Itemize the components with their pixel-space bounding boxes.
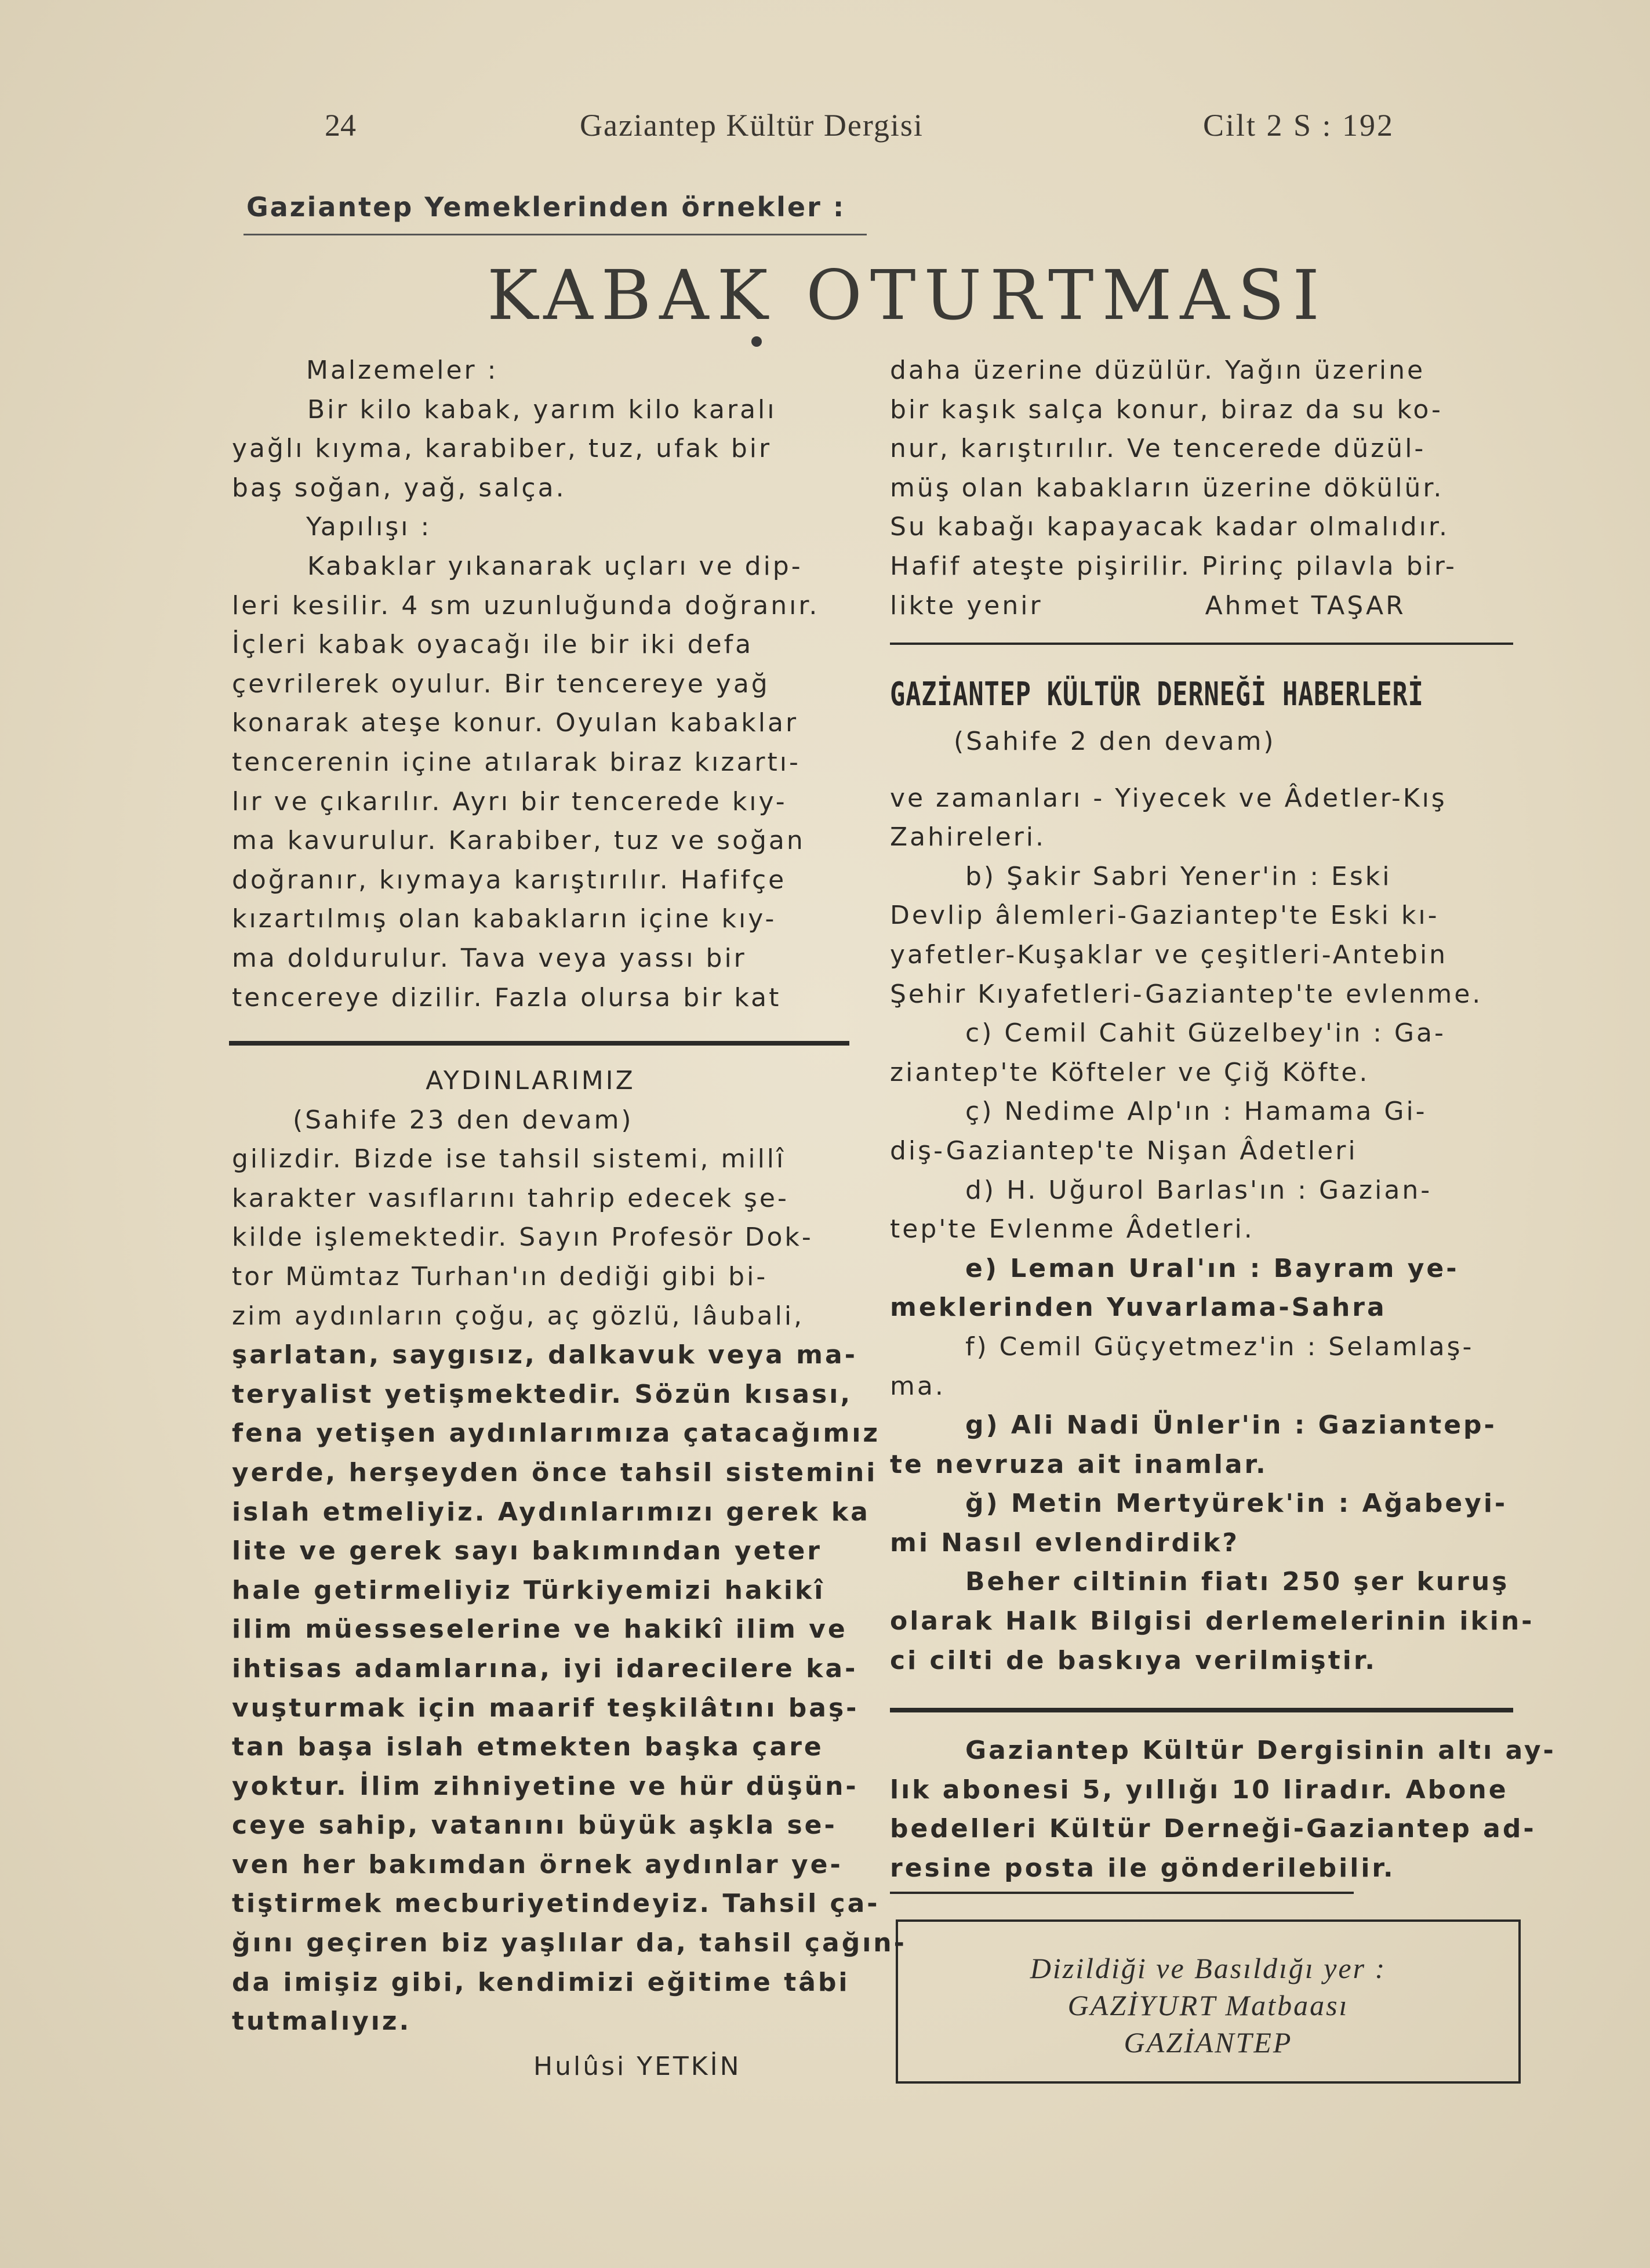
- haberler-column: [890, 722, 1535, 1680]
- haberler-line: Şehir Kıyafetleri-Gaziantep'te evlenme.: [890, 979, 1483, 1009]
- aydinlar-line: hale getirmeliyiz Türkiyemizi hakikî: [232, 1575, 826, 1605]
- recipe-line: leri kesilir. 4 sm uzunluğunda doğranır.: [232, 590, 820, 620]
- aydinlar-line: tiştirmek mecburiyetindeyiz. Tahsil ça-: [232, 1889, 880, 1919]
- haberler-title: GAZİANTEP KÜLTÜR DERNEĞİ HABERLERİ: [890, 676, 1424, 713]
- haberler-line: diş-Gaziantep'te Nişan Âdetleri: [890, 1135, 1358, 1166]
- aydinlar-line: zim aydınların çoğu, aç gözlü, lâubali,: [232, 1301, 805, 1331]
- recipe-line: Su kabağı kapayacak kadar olmalıdır.: [890, 512, 1449, 542]
- haberler-line: ve zamanları - Yiyecek ve Âdetler-Kış: [890, 783, 1447, 813]
- haberler-line: ma.: [890, 1371, 946, 1401]
- haberler-line: olarak Halk Bilgisi derlemelerinin ikin-: [890, 1606, 1535, 1636]
- haberler-line: ğ) Metin Mertyürek'in : Ağabeyi-: [965, 1489, 1508, 1519]
- recipe-line: tencerenin içine atılarak biraz kızartı-: [232, 747, 801, 777]
- haberler-line: ci cilti de baskıya verilmiştir.: [890, 1645, 1377, 1675]
- aydinlar-title: AYDINLARIMIZ: [426, 1066, 635, 1095]
- aydinlar-line: ihtisas adamlarına, iyi idarecilere ka-: [232, 1653, 858, 1683]
- aydinlar-line: tan başa islah etmekten başka çare: [232, 1732, 824, 1762]
- aydinlar-line: ilim müesseselerine ve hakikî ilim ve: [232, 1614, 848, 1645]
- recipe-line: daha üzerine düzülür. Yağın üzerine: [890, 355, 1426, 385]
- recipe-line: tencereye dizilir. Fazla olursa bir kat: [232, 982, 782, 1013]
- recipe-line: yağlı kıyma, karabiber, tuz, ufak bir: [232, 434, 772, 464]
- article-title: KABAK OTURTMASI: [487, 255, 1328, 335]
- recipe-line: nur, karıştırılır. Ve tencerede düzül-: [890, 434, 1426, 464]
- aydinlar-line: ğını geçiren biz yaşlılar da, tahsil çağın-: [232, 1928, 907, 1958]
- recipe-line: Hafif ateşte pişirilir. Pirinç pilavla bir-: [890, 551, 1457, 581]
- recipe-author: Ahmet TAŞAR: [1205, 590, 1406, 620]
- recipe-line: Kabaklar yıkanarak uçları ve dip-: [307, 551, 803, 581]
- haberler-line: Zahireleri.: [890, 822, 1046, 852]
- aydinlar-line: kilde işlemektedir. Sayın Profesör Dok-: [232, 1222, 813, 1253]
- haberler-line: d) H. Uğurol Barlas'ın : Gazian-: [965, 1175, 1433, 1205]
- haberler-line: meklerinden Yuvarlama-Sahra: [890, 1293, 1387, 1323]
- printer-name: GAZİYURT Matbaası: [1067, 1989, 1349, 2022]
- aydinlar-line: lite ve gerek sayı bakımından yeter: [232, 1536, 822, 1566]
- aydinlar-column: [232, 1061, 907, 2086]
- aydinlar-line: gilizdir. Bizde ise tahsil sistemi, millî: [232, 1144, 786, 1174]
- haberler-line: c) Cemil Cahit Güzelbey'in : Ga-: [965, 1018, 1446, 1048]
- aydinlar-line: fena yetişen aydınlarımıza çatacağımız: [232, 1418, 881, 1449]
- haberler-line: Beher ciltinin fiatı 250 şer kuruş: [965, 1567, 1510, 1597]
- recipe-line: müş olan kabakların üzerine dökülür.: [890, 473, 1444, 503]
- haberler-line: yafetler-Kuşaklar ve çeşitleri-Antebin: [890, 939, 1448, 970]
- haberler-line: f) Cemil Güçyetmez'in : Selamlaş-: [965, 1331, 1474, 1362]
- subscription-line: lık abonesi 5, yıllığı 10 liradır. Abone: [890, 1775, 1509, 1805]
- recipe-line: baş soğan, yağ, salça.: [232, 473, 566, 503]
- aydinlar-line: da imişiz gibi, kendimizi eğitime tâbi: [232, 1967, 850, 1997]
- aydinlar-line: ceye sahip, vatanını büyük aşkla se-: [232, 1810, 837, 1841]
- recipe-line: çevrilerek oyulur. Bir tencereye yağ: [232, 669, 770, 699]
- aydinlar-subtitle: (Sahife 23 den devam): [293, 1105, 634, 1135]
- aydinlar-author: Hulûsi YETKİN: [533, 2051, 742, 2081]
- aydinlar-line: tutmalıyız.: [232, 2006, 412, 2037]
- recipe-line: Malzemeler :: [306, 355, 499, 385]
- recipe-line: lır ve çıkarılır. Ayrı bir tencerede kıy-: [232, 786, 787, 817]
- haberler-subtitle: (Sahife 2 den devam): [954, 727, 1276, 756]
- recipe-right-column: [890, 351, 1516, 625]
- subscription-line: Gaziantep Kültür Dergisinin altı ay-: [965, 1736, 1556, 1765]
- title-ornament: [751, 336, 762, 347]
- subscription-line: bedelleri Kültür Derneği-Gaziantep ad-: [890, 1814, 1536, 1844]
- page-number: 24: [325, 108, 356, 143]
- kicker-underline: [243, 234, 867, 235]
- printer-line: Dizildiği ve Basıldığı yer :: [1030, 1952, 1387, 1984]
- column-rule: [890, 1708, 1513, 1712]
- notice-underline: [890, 1892, 1354, 1894]
- haberler-line: ç) Nedime Alp'ın : Hamama Gi-: [965, 1097, 1427, 1127]
- haberler-line: Devlip âlemleri-Gaziantep'te Eski kı-: [890, 901, 1440, 931]
- recipe-line: konarak ateşe konur. Oyulan kabaklar: [232, 708, 799, 738]
- section-kicker: Gaziantep Yemeklerinden örnekler :: [246, 191, 846, 223]
- volume-info: Cilt 2 S : 192: [1203, 108, 1395, 143]
- printer-box: [896, 1919, 1521, 2084]
- aydinlar-line: karakter vasıflarını tahrip edecek şe-: [232, 1183, 789, 1213]
- recipe-line: İçleri kabak oyacağı ile bir iki defa: [232, 630, 754, 660]
- haberler-line: mi Nasıl evlendirdik?: [890, 1527, 1240, 1558]
- recipe-line: ma doldurulur. Tava veya yassı bir: [232, 943, 747, 973]
- aydinlar-line: ven her bakımdan örnek aydınlar ye-: [232, 1849, 843, 1879]
- recipe-left-column: [232, 351, 852, 1017]
- recipe-line: Bir kilo kabak, yarım kilo karalı: [307, 394, 777, 424]
- column-rule: [229, 1041, 849, 1046]
- haberler-line: e) Leman Ural'ın : Bayram ye-: [965, 1253, 1459, 1283]
- aydinlar-line: teryalist yetişmektedir. Sözün kısası,: [232, 1379, 853, 1409]
- haberler-line: ziantep'te Köfteler ve Çiğ Köfte.: [890, 1057, 1370, 1087]
- haberler-line: tep'te Evlenme Âdetleri.: [890, 1214, 1255, 1244]
- recipe-line: ma kavurulur. Karabiber, tuz ve soğan: [232, 826, 805, 856]
- aydinlar-line: şarlatan, saygısız, dalkavuk veya ma-: [232, 1340, 857, 1370]
- printer-city: GAZİANTEP: [1124, 2026, 1293, 2059]
- aydinlar-line: yerde, herşeyden önce tahsil sistemini: [232, 1457, 878, 1487]
- recipe-line: doğranır, kıymaya karıştırılır. Hafifçe: [232, 865, 787, 895]
- aydinlar-line: islah etmeliyiz. Aydınlarımızı gerek ka: [232, 1497, 870, 1527]
- aydinlar-line: vuşturmak için maarif teşkilâtını baş-: [232, 1693, 859, 1723]
- recipe-line: Yapılışı :: [306, 512, 432, 542]
- subscription-line: resine posta ile gönderilebilir.: [890, 1853, 1395, 1883]
- haberler-line: g) Ali Nadi Ünler'in : Gaziantep-: [965, 1410, 1497, 1440]
- haberler-line: te nevruza ait inamlar.: [890, 1449, 1268, 1479]
- column-rule: [890, 643, 1513, 645]
- aydinlar-line: yoktur. İlim zihniyetine ve hür düşün-: [232, 1771, 859, 1801]
- recipe-line: bir kaşık salça konur, biraz da su ko-: [890, 394, 1443, 424]
- subscription-notice: [890, 1731, 1556, 1888]
- aydinlar-line: tor Mümtaz Turhan'ın dediği gibi bi-: [232, 1261, 768, 1291]
- recipe-line: kızartılmış olan kabakların içine kıy-: [232, 904, 777, 934]
- recipe-line: likte yenir: [890, 590, 1043, 620]
- journal-name: Gaziantep Kültür Dergisi: [580, 108, 924, 143]
- haberler-line: b) Şakir Sabri Yener'in : Eski: [965, 861, 1392, 891]
